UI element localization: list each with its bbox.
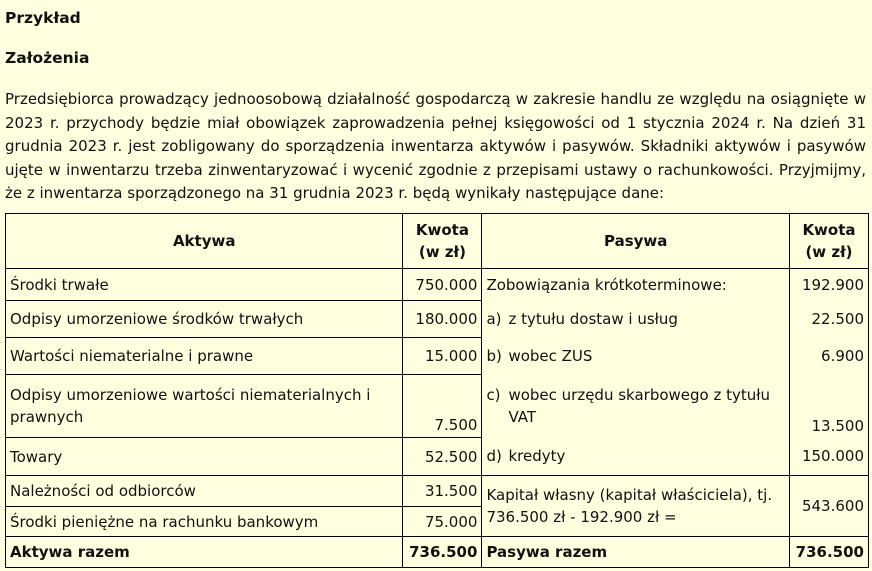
- table-row: [6, 375, 869, 438]
- asset-label: Odpisy umorzeniowe środków trwałych: [6, 301, 403, 338]
- liabilities-total-value: 736.500: [789, 537, 868, 568]
- table-row: [6, 438, 869, 476]
- asset-label: Towary: [6, 438, 403, 476]
- asset-value: 180.000: [403, 301, 482, 338]
- liability-value: 150.000: [789, 438, 868, 476]
- intro-paragraph: Przedsiębiorca prowadzący jednoosobową działalność gospodarczą w zakresie handlu ze względu na osiągnięte w 2023 r. przychody będzie miał obowiązek zaprowadzenia pełnej księgowości od 1 stycznia 2024 r. Na dzień 31 grudnia 2023 r. jest zobligowany do sporządzenia inwentarza aktywów i pasywów. Składniki aktywów i pasywów ujęte w inwentarzu trzeba zinwentaryzować i wycenić zgodnie z przepisami ustawy o rachunkowości. Przyjmijmy, że z inwentarza sporządzonego na 31 grudnia 2023 r. będą wynikały następujące dane:: [5, 90, 866, 202]
- totals-row: [6, 537, 869, 568]
- equity-value: 543.600: [789, 476, 868, 537]
- asset-label: Środki pieniężne na rachunku bankowym: [6, 507, 403, 537]
- equity-label: Kapitał własny (kapitał właściciela), tj. 736.500 zł - 192.900 zł =: [482, 476, 790, 537]
- table-row: [6, 301, 869, 338]
- liability-value: 22.500: [789, 301, 868, 338]
- asset-label: Środki trwałe: [6, 269, 403, 301]
- inventory-table: [5, 213, 869, 568]
- header-kwota-aktywa: Kwota (w zł): [403, 214, 482, 269]
- asset-label: Odpisy umorzeniowe wartości niematerialnych i prawnych: [6, 375, 403, 438]
- asset-value: 52.500: [403, 438, 482, 476]
- assets-total-value: 736.500: [403, 537, 482, 568]
- liability-item: b) wobec ZUS: [482, 338, 790, 375]
- table-header-row: [6, 214, 869, 269]
- liability-item: a) z tytułu dostaw i usług: [482, 301, 790, 338]
- liability-value: 6.900: [789, 338, 868, 375]
- liability-item: d) kredyty: [482, 438, 790, 476]
- header-aktywa: Aktywa: [6, 214, 403, 269]
- asset-label: Należności od odbiorców: [6, 476, 403, 507]
- table-row: [6, 476, 869, 507]
- header-pasywa: Pasywa: [482, 214, 790, 269]
- table-row: [6, 338, 869, 375]
- asset-label: Wartości niematerialne i prawne: [6, 338, 403, 375]
- asset-value: 75.000: [403, 507, 482, 537]
- heading: Przykład: [5, 9, 81, 27]
- liability-item: c) wobec urzędu skarbowego z tytułu VAT: [482, 375, 790, 438]
- liabilities-total-label: Pasywa razem: [482, 537, 790, 568]
- liability-value: 13.500: [789, 375, 868, 438]
- asset-value: 7.500: [403, 375, 482, 438]
- liability-label: Zobowiązania krótkoterminowe:: [482, 269, 790, 301]
- asset-value: 15.000: [403, 338, 482, 375]
- header-kwota-pasywa: Kwota (w zł): [789, 214, 868, 269]
- liability-value: 192.900: [789, 269, 868, 301]
- assets-total-label: Aktywa razem: [6, 537, 403, 568]
- asset-value: 31.500: [403, 476, 482, 507]
- table-row: [6, 269, 869, 301]
- asset-value: 750.000: [403, 269, 482, 301]
- subheading: Założenia: [5, 49, 90, 67]
